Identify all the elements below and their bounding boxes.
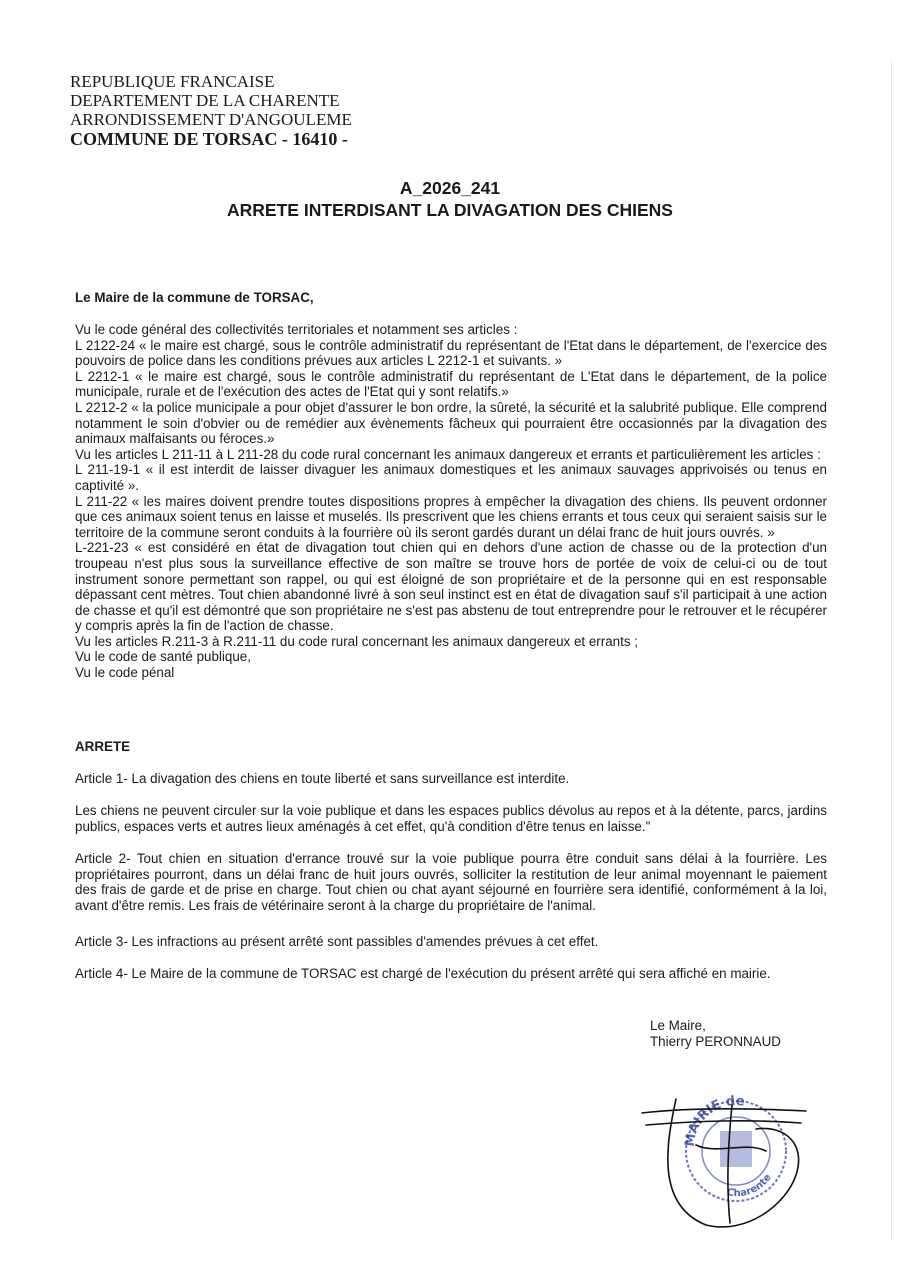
official-stamp-and-signature (636, 1085, 816, 1235)
scan-edge (891, 60, 892, 1240)
stamp-text-bottom: Charente (725, 1172, 774, 1200)
article-4 (75, 966, 827, 982)
article-3-text: Article 3- Les infractions au présent arrêté sont passibles d'amendes prévues à cet effet. (75, 934, 599, 949)
arrete-heading: ARRETE (75, 739, 131, 754)
article-2-text: Article 2- Tout chien en situation d'errance trouvé sur la voie publique pourra être conduit sans délai à la fourrière. Les propriétaires pourront, dans un délai franc de huit jours ouvrés, solliciter la restitution de leur animal moyennant le paiement des frais de garde et de prise en charge. Tout chien ou chat ayant séjourné en fourrière sera identifié, conformément à la loi, avant d'être remis. Les frais de vétérinaire seront à la charge du propriétaire de l'animal. (75, 851, 827, 913)
considerant: L 211-22 « les maires doivent prendre toutes dispositions propres à empêcher la divagation des chiens. Ils peuvent ordonner que ces animaux soient tenus en laisse et muselés. Ils prescrivent que les chiens errants et tous ceux qui seraient saisis sur le territoire de la commune seront conduits à la fourrière où ils seront gardés durant un délai franc de huit jours ouvrés. » (75, 493, 827, 540)
document-title (0, 177, 900, 221)
article-1-text: Article 1- La divagation des chiens en toute liberté et sans surveillance est interdite. (75, 771, 570, 786)
stamp-text-top: MAIRIE de (682, 1093, 746, 1148)
letterhead (70, 72, 352, 149)
header-department: DEPARTEMENT DE LA CHARENTE (70, 91, 340, 110)
arrete-number: A_2026_241 (399, 178, 501, 198)
article-3 (75, 934, 827, 950)
article-1-detail-text: Les chiens ne peuvent circuler sur la voie publique et dans les espaces publics dévolus au repos et à la détente, parcs, jardins publics, espaces verts et autres lieux aménagés à cet effet, qu'à condition d'être tenus en laisse." (75, 803, 827, 834)
considerants (75, 322, 827, 681)
signatory-role: Le Maire, (650, 1018, 706, 1033)
considerant: L 2122-24 « le maire est chargé, sous le contrôle administratif du représentant de l'Etat dans le département, de l'exercice des pouvoirs de police dans les conditions prévues aux articles L 2212-1 et suivants. » (75, 337, 827, 369)
header-arrondissement: ARRONDISSEMENT D'ANGOULEME (70, 110, 352, 129)
article-1-detail (75, 803, 827, 834)
considerant: L 211-19-1 « il est interdit de laisser divaguer les animaux domestiques et les animaux sauvages apprivoisés ou tenus en captivité ». (75, 462, 827, 493)
considerant: L 2212-2 « la police municipale a pour objet d'assurer le bon ordre, la sûreté, la sécurité et la salubrité publique. Elle comprend notamment le soin d'obvier ou de remédier aux évènements fâcheux qui pourraient être occasionnés par la divagation des animaux malfaisants ou féroces.» (75, 399, 827, 447)
signature-block (650, 1018, 781, 1050)
header-commune: COMMUNE DE TORSAC - 16410 - (70, 129, 348, 149)
considerant: Vu le code pénal (75, 665, 175, 681)
header-republic: REPUBLIQUE FRANCAISE (70, 72, 275, 91)
considerant: Vu les articles L 211-11 à L 211-28 du code rural concernant les animaux dangereux et errants et particulièrement les articles : (75, 446, 821, 462)
considerant: Vu les articles R.211-3 à R.211-11 du code rural concernant les animaux dangereux et errants ; (75, 633, 638, 649)
article-2 (75, 851, 827, 913)
considerant: Vu le code de santé publique, (75, 649, 251, 665)
article-1 (75, 771, 827, 787)
arrete-subject: ARRETE INTERDISANT LA DIVAGATION DES CHIENS (227, 200, 673, 220)
article-4-text: Article 4- Le Maire de la commune de TORSAC est chargé de l'exécution du présent arrêté qui sera affiché en mairie. (75, 966, 771, 981)
signatory-name: Thierry PERONNAUD (650, 1034, 781, 1049)
intro-line: Le Maire de la commune de TORSAC, (75, 290, 314, 305)
considerant: L 2212-1 « le maire est chargé, sous le contrôle administratif du représentant de L'Etat dans le département, de la police municipale, rurale et de l'exécution des actes de l'Etat qui y sont relatifs.» (75, 368, 827, 400)
considerant: Vu le code général des collectivités territoriales et notamment ses articles : (75, 322, 518, 337)
considerant: L-221-23 « est considéré en état de divagation tout chien qui en dehors d'une action de chasse ou de la protection d'un troupeau n'est plus sous la surveillance effective de son maître se trouve hors de portée de voix de celui-ci ou de tout instrument sonore permettant son rappel, ou qui est éloigné de son propriétaire et de la personne qui en est responsable dépassant cent mètres. Tout chien abandonné livré à son seul instinct est en état de divagation sauf s'il participait à une action de chasse et qu'il est démontré que son propriétaire ne s'est pas abstenu de tout entreprendre pour le retrouver et le récupérer y compris après la fin de l'action de chasse. (75, 540, 827, 634)
